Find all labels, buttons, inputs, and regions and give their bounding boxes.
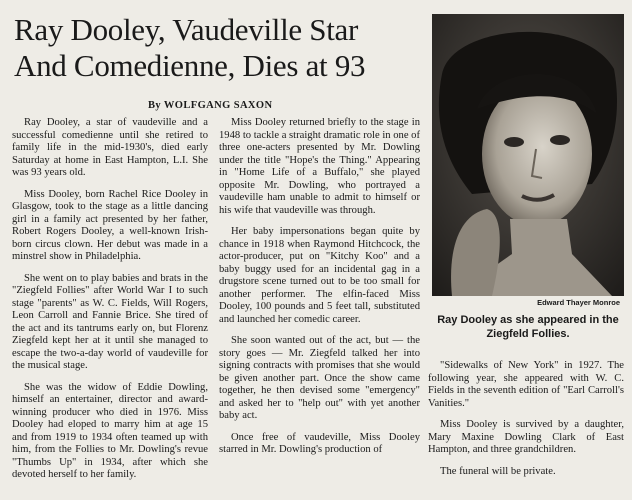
paragraph: Her baby impersonations began quite by chance in 1918 when Raymond Hitchcock, the actor-producer, put on "Kitchy Koo" and a baby buggy used for an incidental gag in a drugstore scene turned out to be too small for another performer. The elfin-faced Miss Dooley, 100 pounds and 5 feet tall, substituted and launched her comedic career. bbox=[219, 226, 420, 325]
portrait-photo bbox=[432, 14, 624, 296]
paragraph: "Sidewalks of New York" in 1927. The following year, she appeared with W. C. Fields in the seventh edition of "Earl Carroll's Vanities." bbox=[428, 360, 624, 409]
portrait-illustration bbox=[432, 14, 624, 296]
article-column-2 bbox=[219, 117, 420, 466]
paragraph: Ray Dooley, a star of vaudeville and a successful comedienne until she retired to family life in the mid-1930's, died early Saturday at home in East Hampton, L.I. She was 93 years old. bbox=[12, 117, 208, 178]
paragraph: She was the widow of Eddie Dowling, himself an entertainer, director and award-winning producer who died in 1976. Miss Dooley had eloped to marry him at age 15 and from 1919 to 1934 often teamed up with him, from the Follies to Mr. Dowling's revue "Thumbs Up" in 1934, after which she devoted herself to her family. bbox=[12, 381, 208, 480]
headline-line-1: Ray Dooley, Vaudeville Star bbox=[14, 12, 359, 47]
article-column-3 bbox=[428, 360, 624, 487]
paragraph: She went on to play babies and brats in the "Ziegfeld Follies" after World War I to such stage "parents" as W. C. Fields, Will Rogers, Leon Carroll and Fannie Brice. She tired of the act and its tantrums early on, but Florenz Ziegfeld kept her at it until she managed to escape the two-a-day world of vaudeville for the musical stage. bbox=[12, 272, 208, 371]
headline-line-2: And Comedienne, Dies at 93 bbox=[14, 48, 366, 83]
paragraph: Miss Dooley, born Rachel Rice Dooley in Glasgow, took to the stage as a little dancing girl in a family act presented by her father, Robert Rogers Dooley, a well-known Irish-born circus clown. Her debut was made in a minstrel show in Philadelphia. bbox=[12, 188, 208, 262]
paragraph: The funeral will be private. bbox=[440, 465, 556, 477]
paragraph: She soon wanted out of the act, but — the story goes — Mr. Ziegfeld talked her into signing contracts with promises that she would be given another part. Once the show came together, he then devised some "emergency" and asked her to "help out" with yet another baby act. bbox=[219, 335, 420, 421]
photo-credit: Edward Thayer Monroe bbox=[537, 298, 620, 307]
paragraph: Once free of vaudeville, Miss Dooley starred in Mr. Dowling's production of bbox=[219, 431, 420, 455]
headline bbox=[14, 12, 424, 84]
byline: By WOLFGANG SAXON bbox=[148, 100, 273, 111]
article-column-1 bbox=[12, 117, 208, 491]
paragraph: Miss Dooley returned briefly to the stage in 1948 to tackle a straight dramatic role in one of three one-acters presented by Mr. Dowling under the title "Hope's the Thing." Appearing in "Home Life of a Buffalo," she played opposite Mr. Dowling, who portrayed a vaudeville ham unable to admit to himself or his wife that vaudeville was through. bbox=[219, 117, 420, 216]
photo-caption: Ray Dooley as she appeared in the Ziegfeld Follies. bbox=[437, 314, 619, 340]
paragraph: Miss Dooley is survived by a daughter, Mary Maxine Dowling Clark of East Hampton, and three grandchildren. bbox=[428, 419, 624, 455]
